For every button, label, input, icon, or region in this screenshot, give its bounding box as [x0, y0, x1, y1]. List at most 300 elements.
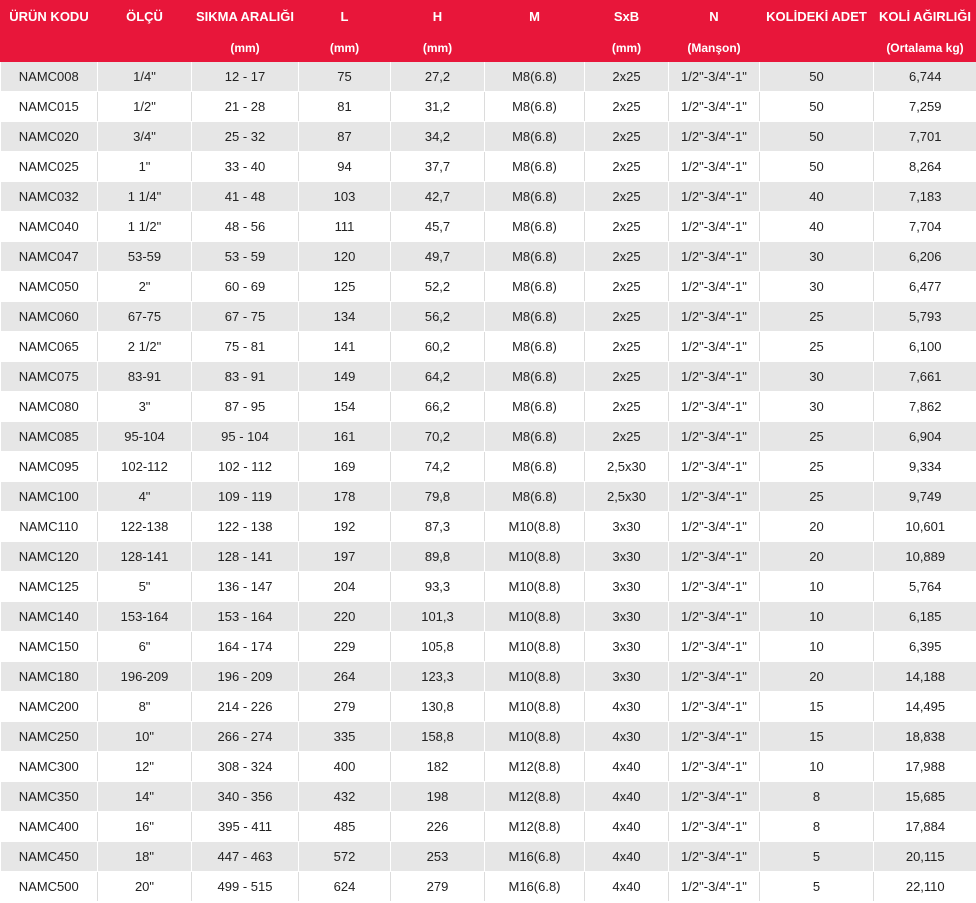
table-row — [1, 572, 976, 602]
cell-sikma-araligi: 395 - 411 — [192, 812, 299, 842]
cell-l: 204 — [299, 572, 391, 602]
table-row — [1, 662, 976, 692]
cell-h: 74,2 — [391, 452, 485, 482]
cell-olcu: 1" — [98, 152, 192, 182]
unit-koli-agirligi: (Ortalama kg) — [874, 33, 976, 62]
table-row — [1, 272, 976, 302]
cell-h: 42,7 — [391, 182, 485, 212]
cell-m: M8(6.8) — [485, 152, 585, 182]
cell-olcu: 128-141 — [98, 542, 192, 572]
cell-kolideki-adet: 30 — [760, 362, 874, 392]
cell-urun-kodu: NAMC125 — [1, 572, 98, 602]
cell-koli-agirligi: 7,701 — [874, 122, 976, 152]
cell-kolideki-adet: 50 — [760, 62, 874, 92]
cell-kolideki-adet: 8 — [760, 812, 874, 842]
cell-m: M16(6.8) — [485, 872, 585, 902]
table-row — [1, 542, 976, 572]
cell-kolideki-adet: 10 — [760, 572, 874, 602]
cell-l: 220 — [299, 602, 391, 632]
cell-sxb: 4x40 — [585, 872, 669, 902]
cell-koli-agirligi: 9,334 — [874, 452, 976, 482]
cell-kolideki-adet: 25 — [760, 482, 874, 512]
cell-l: 154 — [299, 392, 391, 422]
cell-sikma-araligi: 60 - 69 — [192, 272, 299, 302]
cell-l: 178 — [299, 482, 391, 512]
cell-l: 161 — [299, 422, 391, 452]
cell-kolideki-adet: 50 — [760, 152, 874, 182]
cell-koli-agirligi: 7,183 — [874, 182, 976, 212]
cell-m: M8(6.8) — [485, 362, 585, 392]
cell-sikma-araligi: 266 - 274 — [192, 722, 299, 752]
header-n: N — [669, 0, 760, 33]
cell-sxb: 2x25 — [585, 182, 669, 212]
cell-sxb: 3x30 — [585, 632, 669, 662]
cell-sikma-araligi: 447 - 463 — [192, 842, 299, 872]
cell-urun-kodu: NAMC060 — [1, 302, 98, 332]
cell-l: 624 — [299, 872, 391, 902]
cell-sxb: 4x40 — [585, 812, 669, 842]
cell-urun-kodu: NAMC047 — [1, 242, 98, 272]
cell-n: 1/2"-3/4"-1" — [669, 722, 760, 752]
cell-n: 1/2"-3/4"-1" — [669, 542, 760, 572]
cell-koli-agirligi: 14,188 — [874, 662, 976, 692]
table-row — [1, 122, 976, 152]
cell-h: 130,8 — [391, 692, 485, 722]
cell-koli-agirligi: 9,749 — [874, 482, 976, 512]
cell-h: 31,2 — [391, 92, 485, 122]
cell-sxb: 2x25 — [585, 422, 669, 452]
cell-urun-kodu: NAMC300 — [1, 752, 98, 782]
cell-olcu: 1/4" — [98, 62, 192, 92]
unit-l: (mm) — [299, 33, 391, 62]
header-koli-agirligi: KOLİ AĞIRLIĞI — [874, 0, 976, 33]
cell-urun-kodu: NAMC250 — [1, 722, 98, 752]
unit-urun-kodu — [1, 33, 98, 62]
cell-sxb: 2x25 — [585, 122, 669, 152]
cell-olcu: 5" — [98, 572, 192, 602]
cell-urun-kodu: NAMC120 — [1, 542, 98, 572]
cell-kolideki-adet: 20 — [760, 542, 874, 572]
cell-m: M10(8.8) — [485, 542, 585, 572]
cell-sikma-araligi: 53 - 59 — [192, 242, 299, 272]
cell-urun-kodu: NAMC200 — [1, 692, 98, 722]
cell-olcu: 8" — [98, 692, 192, 722]
cell-sikma-araligi: 128 - 141 — [192, 542, 299, 572]
cell-n: 1/2"-3/4"-1" — [669, 812, 760, 842]
cell-h: 253 — [391, 842, 485, 872]
cell-n: 1/2"-3/4"-1" — [669, 152, 760, 182]
cell-n: 1/2"-3/4"-1" — [669, 452, 760, 482]
cell-olcu: 2" — [98, 272, 192, 302]
cell-n: 1/2"-3/4"-1" — [669, 242, 760, 272]
cell-n: 1/2"-3/4"-1" — [669, 182, 760, 212]
cell-koli-agirligi: 15,685 — [874, 782, 976, 812]
table-row — [1, 782, 976, 812]
cell-h: 87,3 — [391, 512, 485, 542]
table-row — [1, 302, 976, 332]
table-row — [1, 422, 976, 452]
cell-sikma-araligi: 25 - 32 — [192, 122, 299, 152]
cell-n: 1/2"-3/4"-1" — [669, 392, 760, 422]
cell-koli-agirligi: 10,601 — [874, 512, 976, 542]
cell-olcu: 67-75 — [98, 302, 192, 332]
cell-olcu: 1/2" — [98, 92, 192, 122]
cell-sxb: 4x30 — [585, 722, 669, 752]
cell-kolideki-adet: 10 — [760, 752, 874, 782]
table-row — [1, 812, 976, 842]
cell-urun-kodu: NAMC015 — [1, 92, 98, 122]
cell-h: 93,3 — [391, 572, 485, 602]
table-row — [1, 62, 976, 92]
table-row — [1, 212, 976, 242]
unit-sikma-araligi: (mm) — [192, 33, 299, 62]
cell-m: M8(6.8) — [485, 62, 585, 92]
cell-l: 229 — [299, 632, 391, 662]
cell-n: 1/2"-3/4"-1" — [669, 92, 760, 122]
cell-sxb: 3x30 — [585, 572, 669, 602]
cell-urun-kodu: NAMC050 — [1, 272, 98, 302]
cell-sikma-araligi: 87 - 95 — [192, 392, 299, 422]
table-row — [1, 182, 976, 212]
cell-olcu: 3" — [98, 392, 192, 422]
cell-olcu: 102-112 — [98, 452, 192, 482]
cell-l: 87 — [299, 122, 391, 152]
cell-l: 81 — [299, 92, 391, 122]
table-row — [1, 602, 976, 632]
cell-l: 149 — [299, 362, 391, 392]
cell-h: 34,2 — [391, 122, 485, 152]
cell-sikma-araligi: 102 - 112 — [192, 452, 299, 482]
table-row — [1, 632, 976, 662]
table-row — [1, 872, 976, 902]
cell-l: 279 — [299, 692, 391, 722]
cell-kolideki-adet: 5 — [760, 872, 874, 902]
cell-m: M10(8.8) — [485, 662, 585, 692]
cell-l: 432 — [299, 782, 391, 812]
cell-sxb: 4x40 — [585, 752, 669, 782]
cell-koli-agirligi: 22,110 — [874, 872, 976, 902]
cell-kolideki-adet: 30 — [760, 242, 874, 272]
cell-olcu: 2 1/2" — [98, 332, 192, 362]
cell-urun-kodu: NAMC085 — [1, 422, 98, 452]
cell-sikma-araligi: 153 - 164 — [192, 602, 299, 632]
cell-olcu: 6" — [98, 632, 192, 662]
header-unit-row — [1, 33, 976, 62]
cell-sxb: 3x30 — [585, 662, 669, 692]
cell-m: M16(6.8) — [485, 842, 585, 872]
cell-urun-kodu: NAMC040 — [1, 212, 98, 242]
cell-h: 182 — [391, 752, 485, 782]
cell-sikma-araligi: 136 - 147 — [192, 572, 299, 602]
cell-urun-kodu: NAMC100 — [1, 482, 98, 512]
cell-m: M12(8.8) — [485, 812, 585, 842]
cell-sikma-araligi: 21 - 28 — [192, 92, 299, 122]
cell-sikma-araligi: 75 - 81 — [192, 332, 299, 362]
cell-sikma-araligi: 122 - 138 — [192, 512, 299, 542]
cell-kolideki-adet: 50 — [760, 122, 874, 152]
cell-sikma-araligi: 48 - 56 — [192, 212, 299, 242]
cell-m: M8(6.8) — [485, 482, 585, 512]
cell-olcu: 122-138 — [98, 512, 192, 542]
cell-olcu: 153-164 — [98, 602, 192, 632]
cell-m: M8(6.8) — [485, 122, 585, 152]
cell-m: M8(6.8) — [485, 302, 585, 332]
cell-h: 60,2 — [391, 332, 485, 362]
unit-sxb: (mm) — [585, 33, 669, 62]
cell-urun-kodu: NAMC150 — [1, 632, 98, 662]
cell-l: 120 — [299, 242, 391, 272]
unit-kolideki-adet — [760, 33, 874, 62]
cell-olcu: 196-209 — [98, 662, 192, 692]
cell-urun-kodu: NAMC400 — [1, 812, 98, 842]
cell-m: M10(8.8) — [485, 722, 585, 752]
cell-m: M10(8.8) — [485, 692, 585, 722]
table-row — [1, 332, 976, 362]
cell-sikma-araligi: 164 - 174 — [192, 632, 299, 662]
table-row — [1, 362, 976, 392]
cell-kolideki-adet: 20 — [760, 662, 874, 692]
cell-m: M10(8.8) — [485, 512, 585, 542]
cell-olcu: 4" — [98, 482, 192, 512]
cell-olcu: 10" — [98, 722, 192, 752]
cell-h: 49,7 — [391, 242, 485, 272]
cell-kolideki-adet: 40 — [760, 182, 874, 212]
cell-kolideki-adet: 5 — [760, 842, 874, 872]
cell-l: 75 — [299, 62, 391, 92]
cell-olcu: 53-59 — [98, 242, 192, 272]
cell-koli-agirligi: 6,206 — [874, 242, 976, 272]
cell-m: M8(6.8) — [485, 212, 585, 242]
cell-sikma-araligi: 41 - 48 — [192, 182, 299, 212]
cell-m: M8(6.8) — [485, 332, 585, 362]
cell-sxb: 2x25 — [585, 332, 669, 362]
cell-urun-kodu: NAMC008 — [1, 62, 98, 92]
cell-sxb: 2x25 — [585, 62, 669, 92]
cell-h: 79,8 — [391, 482, 485, 512]
cell-urun-kodu: NAMC020 — [1, 122, 98, 152]
header-m: M — [485, 0, 585, 33]
cell-olcu: 12" — [98, 752, 192, 782]
cell-kolideki-adet: 40 — [760, 212, 874, 242]
cell-kolideki-adet: 25 — [760, 302, 874, 332]
cell-olcu: 18" — [98, 842, 192, 872]
cell-sikma-araligi: 67 - 75 — [192, 302, 299, 332]
cell-kolideki-adet: 50 — [760, 92, 874, 122]
cell-m: M8(6.8) — [485, 92, 585, 122]
cell-l: 197 — [299, 542, 391, 572]
cell-koli-agirligi: 10,889 — [874, 542, 976, 572]
table-row — [1, 512, 976, 542]
cell-kolideki-adet: 10 — [760, 602, 874, 632]
cell-olcu: 83-91 — [98, 362, 192, 392]
cell-kolideki-adet: 30 — [760, 392, 874, 422]
cell-m: M10(8.8) — [485, 572, 585, 602]
cell-n: 1/2"-3/4"-1" — [669, 212, 760, 242]
table-row — [1, 752, 976, 782]
cell-kolideki-adet: 10 — [760, 632, 874, 662]
cell-sikma-araligi: 12 - 17 — [192, 62, 299, 92]
cell-n: 1/2"-3/4"-1" — [669, 122, 760, 152]
cell-m: M12(8.8) — [485, 752, 585, 782]
cell-urun-kodu: NAMC350 — [1, 782, 98, 812]
cell-sikma-araligi: 33 - 40 — [192, 152, 299, 182]
cell-h: 66,2 — [391, 392, 485, 422]
cell-sxb: 2x25 — [585, 212, 669, 242]
cell-h: 37,7 — [391, 152, 485, 182]
cell-urun-kodu: NAMC032 — [1, 182, 98, 212]
cell-l: 400 — [299, 752, 391, 782]
cell-sxb: 3x30 — [585, 602, 669, 632]
cell-sxb: 2x25 — [585, 152, 669, 182]
cell-h: 101,3 — [391, 602, 485, 632]
table-row — [1, 392, 976, 422]
cell-urun-kodu: NAMC450 — [1, 842, 98, 872]
cell-sxb: 2,5x30 — [585, 452, 669, 482]
cell-n: 1/2"-3/4"-1" — [669, 272, 760, 302]
table-row — [1, 242, 976, 272]
cell-sikma-araligi: 109 - 119 — [192, 482, 299, 512]
cell-sikma-araligi: 196 - 209 — [192, 662, 299, 692]
table-row — [1, 692, 976, 722]
cell-urun-kodu: NAMC095 — [1, 452, 98, 482]
table-row — [1, 452, 976, 482]
cell-l: 134 — [299, 302, 391, 332]
cell-olcu: 16" — [98, 812, 192, 842]
cell-n: 1/2"-3/4"-1" — [669, 692, 760, 722]
cell-koli-agirligi: 5,764 — [874, 572, 976, 602]
header-kolideki-adet: KOLİDEKİ ADET — [760, 0, 874, 33]
cell-koli-agirligi: 6,904 — [874, 422, 976, 452]
cell-urun-kodu: NAMC110 — [1, 512, 98, 542]
cell-l: 125 — [299, 272, 391, 302]
cell-sxb: 2x25 — [585, 362, 669, 392]
cell-h: 226 — [391, 812, 485, 842]
cell-urun-kodu: NAMC065 — [1, 332, 98, 362]
cell-kolideki-adet: 20 — [760, 512, 874, 542]
cell-olcu: 3/4" — [98, 122, 192, 152]
table-row — [1, 722, 976, 752]
cell-sxb: 2,5x30 — [585, 482, 669, 512]
cell-m: M8(6.8) — [485, 242, 585, 272]
cell-koli-agirligi: 14,495 — [874, 692, 976, 722]
cell-n: 1/2"-3/4"-1" — [669, 422, 760, 452]
cell-n: 1/2"-3/4"-1" — [669, 482, 760, 512]
cell-sxb: 4x30 — [585, 692, 669, 722]
cell-sikma-araligi: 499 - 515 — [192, 872, 299, 902]
cell-sikma-araligi: 95 - 104 — [192, 422, 299, 452]
cell-h: 105,8 — [391, 632, 485, 662]
cell-olcu: 1 1/2" — [98, 212, 192, 242]
cell-n: 1/2"-3/4"-1" — [669, 332, 760, 362]
cell-olcu: 1 1/4" — [98, 182, 192, 212]
cell-h: 123,3 — [391, 662, 485, 692]
cell-m: M8(6.8) — [485, 452, 585, 482]
cell-koli-agirligi: 17,988 — [874, 752, 976, 782]
cell-sikma-araligi: 308 - 324 — [192, 752, 299, 782]
table-row — [1, 92, 976, 122]
table-row — [1, 482, 976, 512]
header-l: L — [299, 0, 391, 33]
cell-koli-agirligi: 7,862 — [874, 392, 976, 422]
cell-sxb: 4x40 — [585, 842, 669, 872]
cell-koli-agirligi: 6,185 — [874, 602, 976, 632]
cell-n: 1/2"-3/4"-1" — [669, 572, 760, 602]
cell-koli-agirligi: 6,395 — [874, 632, 976, 662]
header-sikma-araligi: SIKMA ARALIĞI — [192, 0, 299, 33]
cell-m: M10(8.8) — [485, 632, 585, 662]
table-row — [1, 842, 976, 872]
cell-sxb: 3x30 — [585, 542, 669, 572]
cell-sikma-araligi: 214 - 226 — [192, 692, 299, 722]
table-body — [1, 62, 976, 902]
cell-urun-kodu: NAMC180 — [1, 662, 98, 692]
cell-koli-agirligi: 5,793 — [874, 302, 976, 332]
cell-m: M8(6.8) — [485, 182, 585, 212]
header-sxb: SxB — [585, 0, 669, 33]
cell-sxb: 2x25 — [585, 92, 669, 122]
cell-n: 1/2"-3/4"-1" — [669, 842, 760, 872]
cell-h: 64,2 — [391, 362, 485, 392]
cell-h: 27,2 — [391, 62, 485, 92]
cell-olcu: 95-104 — [98, 422, 192, 452]
cell-urun-kodu: NAMC500 — [1, 872, 98, 902]
unit-n: (Manşon) — [669, 33, 760, 62]
header-olcu: ÖLÇÜ — [98, 0, 192, 33]
unit-olcu — [98, 33, 192, 62]
cell-koli-agirligi: 6,477 — [874, 272, 976, 302]
cell-h: 56,2 — [391, 302, 485, 332]
cell-n: 1/2"-3/4"-1" — [669, 602, 760, 632]
cell-n: 1/2"-3/4"-1" — [669, 362, 760, 392]
cell-kolideki-adet: 15 — [760, 722, 874, 752]
cell-sikma-araligi: 340 - 356 — [192, 782, 299, 812]
cell-l: 141 — [299, 332, 391, 362]
cell-sikma-araligi: 83 - 91 — [192, 362, 299, 392]
cell-sxb: 2x25 — [585, 302, 669, 332]
cell-urun-kodu: NAMC140 — [1, 602, 98, 632]
cell-urun-kodu: NAMC075 — [1, 362, 98, 392]
cell-koli-agirligi: 20,115 — [874, 842, 976, 872]
cell-l: 111 — [299, 212, 391, 242]
cell-koli-agirligi: 7,259 — [874, 92, 976, 122]
cell-n: 1/2"-3/4"-1" — [669, 512, 760, 542]
cell-l: 94 — [299, 152, 391, 182]
cell-m: M8(6.8) — [485, 422, 585, 452]
cell-kolideki-adet: 25 — [760, 332, 874, 362]
cell-olcu: 14" — [98, 782, 192, 812]
cell-h: 158,8 — [391, 722, 485, 752]
cell-kolideki-adet: 15 — [760, 692, 874, 722]
cell-kolideki-adet: 25 — [760, 452, 874, 482]
cell-koli-agirligi: 17,884 — [874, 812, 976, 842]
cell-h: 89,8 — [391, 542, 485, 572]
cell-n: 1/2"-3/4"-1" — [669, 662, 760, 692]
cell-koli-agirligi: 7,661 — [874, 362, 976, 392]
cell-n: 1/2"-3/4"-1" — [669, 302, 760, 332]
cell-h: 279 — [391, 872, 485, 902]
unit-h: (mm) — [391, 33, 485, 62]
cell-l: 192 — [299, 512, 391, 542]
cell-koli-agirligi: 6,744 — [874, 62, 976, 92]
cell-urun-kodu: NAMC080 — [1, 392, 98, 422]
cell-sxb: 4x40 — [585, 782, 669, 812]
cell-l: 169 — [299, 452, 391, 482]
table-row — [1, 152, 976, 182]
header-h: H — [391, 0, 485, 33]
cell-kolideki-adet: 30 — [760, 272, 874, 302]
cell-sxb: 2x25 — [585, 392, 669, 422]
cell-n: 1/2"-3/4"-1" — [669, 62, 760, 92]
